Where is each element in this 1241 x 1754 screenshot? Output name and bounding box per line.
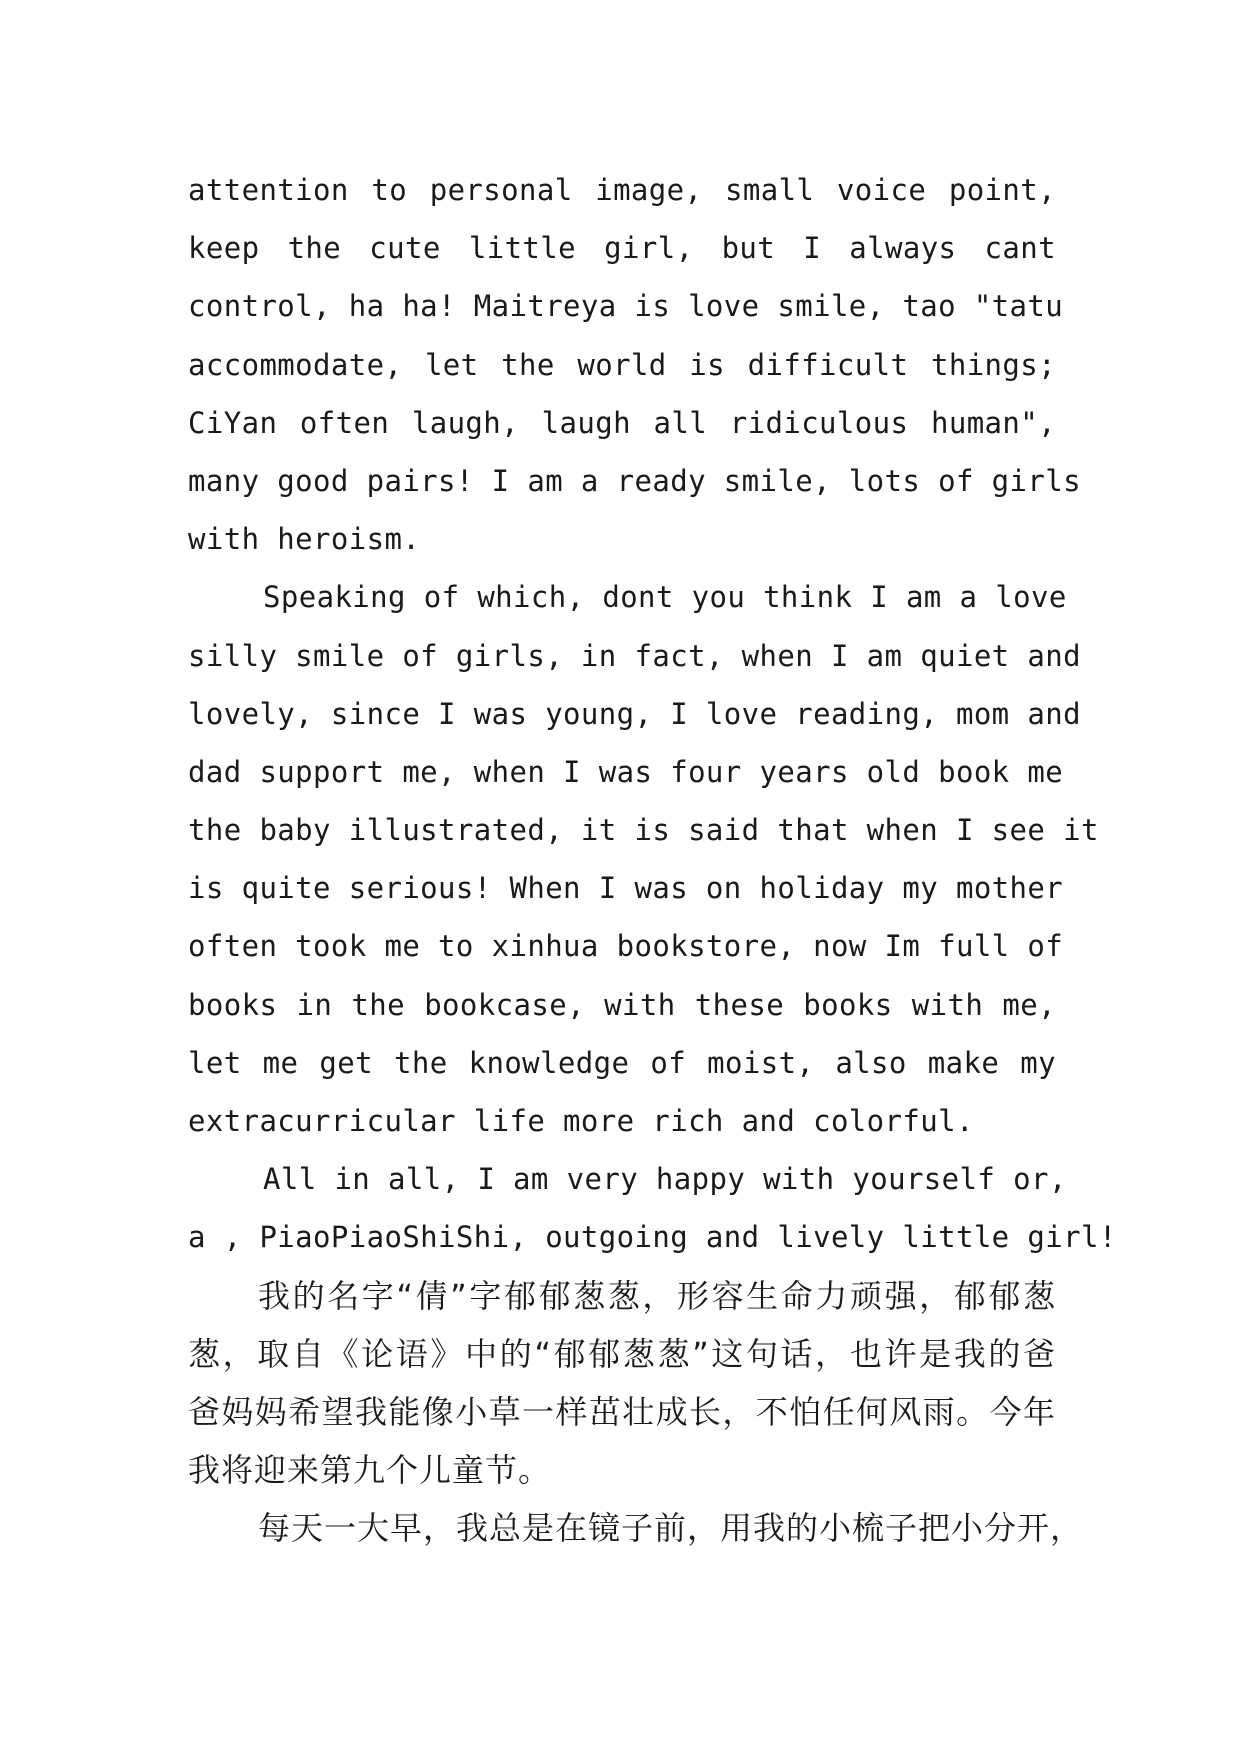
text-line: books in the bookcase, with these books with me,: [188, 987, 1056, 1022]
text-line: keep the cute little girl, but I always cant: [188, 231, 1056, 266]
paragraph-start-line: 每天一大早，我总是在镜子前，用我的小梳子把小分开，: [258, 1509, 1084, 1548]
text-line: CiYan often laugh, laugh all ridiculous human",: [188, 405, 1056, 440]
text-line: many good pairs! I am a ready smile, lots of girls: [188, 463, 1081, 498]
text-line: extracurricular life more rich and colorful.: [188, 1104, 974, 1138]
text-line: often took me to xinhua bookstore, now Im full of: [188, 929, 1064, 964]
text-line: control, ha ha! Maitreya is love smile, tao "tatu: [188, 289, 1064, 324]
text-line: silly smile of girls, in fact, when I am quiet and: [188, 638, 1081, 673]
body-text: [188, 161, 1117, 1558]
text-line: the baby illustrated, it is said that when I see it: [188, 813, 1099, 848]
text-line: dad support me, when I was four years old book me: [188, 754, 1064, 789]
text-line: with heroism.: [188, 522, 421, 557]
text-line: let me get the knowledge of moist, also make my: [188, 1045, 1056, 1080]
text-line: lovely, since I was young, I love reading, mom and: [188, 696, 1081, 731]
text-line: 我将迎来第九个儿童节。: [188, 1451, 552, 1490]
text-line: 葱，取自《论语》中的“郁郁葱葱”这句话，也许是我的爸: [188, 1334, 1056, 1373]
text-line: 爸妈妈希望我能像小草一样茁壮成长，不怕任何风雨。今年: [188, 1392, 1056, 1431]
paragraph-start-line: All in all, I am very happy with yourself or,: [263, 1162, 1067, 1197]
text-line: a , PiaoPiaoShiShi, outgoing and lively little girl!: [188, 1220, 1117, 1255]
text-line: accommodate, let the world is difficult things;: [188, 347, 1056, 382]
paragraph-start-line: 我的名字“倩”字郁郁葱葱，形容生命力顽强，郁郁葱: [258, 1276, 1056, 1315]
text-line: attention to personal image, small voice point,: [188, 173, 1056, 207]
text-line: is quite serious! When I was on holiday my mother: [188, 871, 1064, 906]
paragraph-start-line: Speaking of which, dont you think I am a love: [263, 580, 1067, 615]
